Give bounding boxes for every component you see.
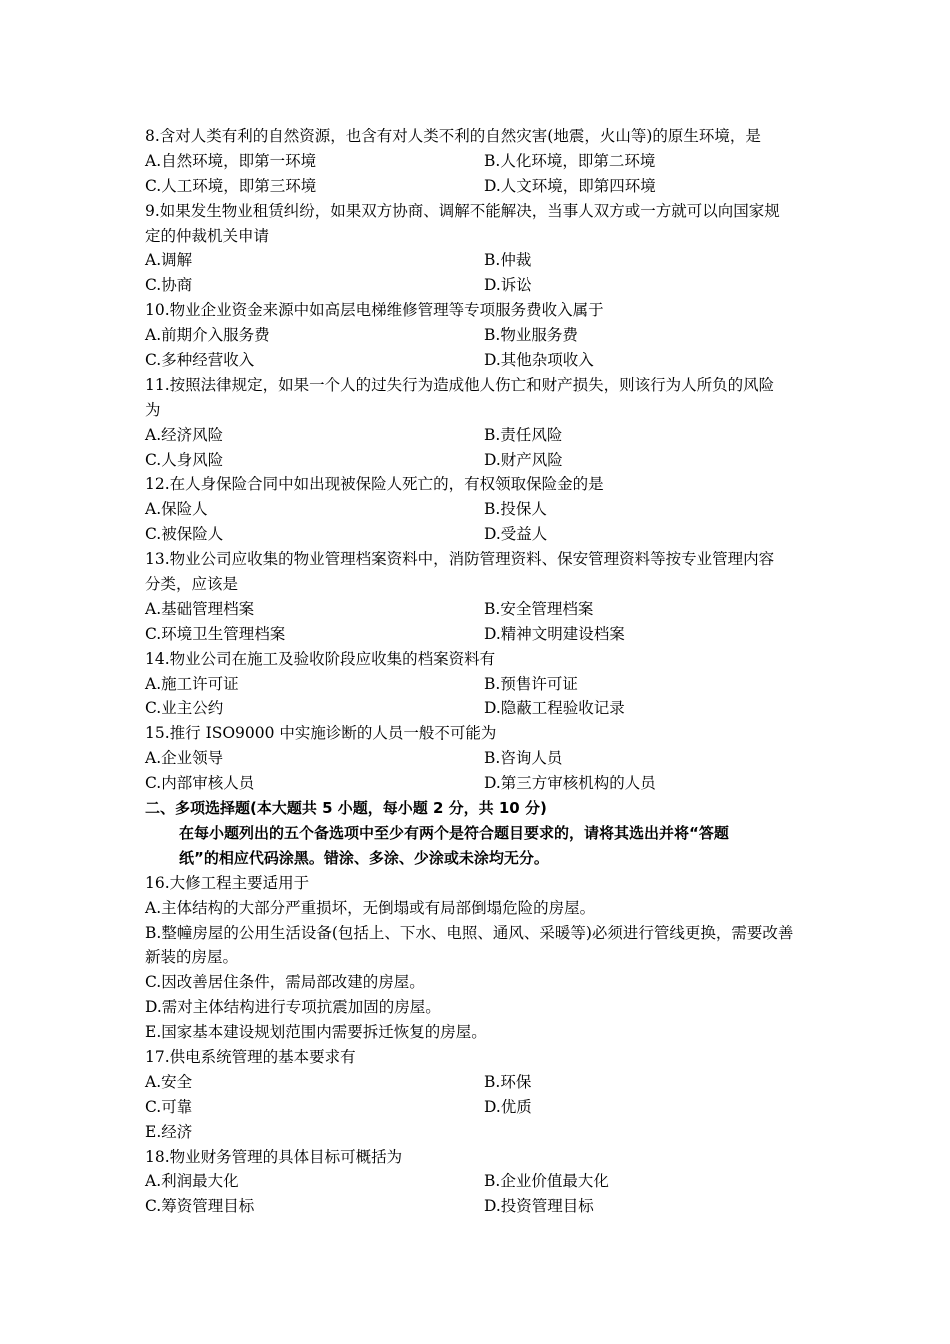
option-c: C.协商 [145,276,193,295]
section-instruction-continued: 纸”的相应代码涂黑。错涂、多涂、少涂或未涂均无分。 [179,848,549,867]
option-d: D.受益人 [484,525,548,544]
option-c: C.环境卫生管理档案 [145,624,286,643]
option-c: C.内部审核人员 [145,774,255,793]
option-row [145,1169,815,1194]
question-stem: 10.物业企业资金来源中如高层电梯维修管理等专项服务费收入属于 [145,301,604,320]
section-heading: 二、多项选择题(本大题共 5 小题，每小题 2 分，共 10 分) [145,799,547,818]
option-b: B.预售许可证 [484,674,578,693]
option-d: D.诉讼 [484,276,532,295]
option-a: A.基础管理档案 [145,599,255,618]
option-b: B.人化环境，即第二环境 [484,151,656,170]
option-row [145,597,815,622]
question-stem: 14.物业公司在施工及验收阶段应收集的档案资料有 [145,649,496,668]
question-stem: 18.物业财务管理的具体目标可概括为 [145,1147,403,1166]
option-a: A.施工许可证 [145,674,239,693]
option-row [145,622,815,647]
option-row [145,771,815,796]
option-row [145,174,815,199]
option-b: B.企业价值最大化 [484,1172,609,1191]
option-b-continued: 新装的房屋。 [145,948,239,967]
option-b: B.物业服务费 [484,326,578,345]
option-e: E.国家基本建设规划范围内需要拆迁恢复的房屋。 [145,1023,487,1042]
option-row [145,1194,815,1219]
option-a: A.调解 [145,251,193,270]
question-stem-continued: 定的仲裁机关申请 [145,226,270,245]
exam-page [145,124,815,1219]
option-a: A.前期介入服务费 [145,326,270,345]
option-b: B.安全管理档案 [484,599,594,618]
question-stem: 12.在人身保险合同中如出现被保险人死亡的，有权领取保险金的是 [145,475,604,494]
stem-text: 可能为 [449,724,497,743]
option-c: C.人身风险 [145,450,224,469]
section-instruction: 在每小题列出的五个备选项中至少有两个是符合题目要求的，请将其选出并将“答题 [179,823,729,842]
question-stem: 9.如果发生物业租赁纠纷，如果双方协商、调解不能解决，当事人双方或一方就可以向国家规 [145,201,780,220]
option-row [145,696,815,721]
option-b: B.仲裁 [484,251,532,270]
question-stem: 8.含对人类有利的自然资源，也含有对人类不利的自然灾害(地震，火山等)的原生环境，是 [145,127,761,145]
question-stem: 17.供电系统管理的基本要求有 [145,1047,356,1066]
option-b: B.咨询人员 [484,749,563,768]
option-b: B.投保人 [484,500,547,519]
option-c: C.业主公约 [145,699,224,718]
option-a: A.主体结构的大部分严重损坏，无倒塌或有局部倒塌危险的房屋。 [145,898,596,917]
option-b: B.环保 [484,1072,532,1091]
question-stem [145,721,815,746]
option-d: D.财产风险 [484,450,563,469]
option-d: D.其他杂项收入 [484,351,594,370]
option-row [145,448,815,473]
option-row [145,497,815,522]
option-row [145,248,815,273]
option-c: C.人工环境，即第三环境 [145,176,317,195]
option-c: C.因改善居住条件，需局部改建的房屋。 [145,973,425,992]
option-d: D.隐蔽工程验收记录 [484,699,625,718]
option-c: C.被保险人 [145,525,224,544]
option-row [145,423,815,448]
option-a: A.保险人 [145,500,208,519]
option-e: E.经济 [145,1122,193,1141]
option-a: A.安全 [145,1072,193,1091]
emphasis-dotted-char: 不 [434,724,450,743]
option-a: A.利润最大化 [145,1172,239,1191]
option-d: D.第三方审核机构的人员 [484,774,656,793]
option-d: D.人文环境，即第四环境 [484,176,656,195]
question-stem-continued: 为 [145,400,161,419]
question-stem-continued: 分类，应该是 [145,575,239,594]
option-row [145,1095,815,1120]
option-a: A.企业领导 [145,749,224,768]
option-d: D.优质 [484,1097,532,1116]
option-c: C.筹资管理目标 [145,1197,255,1216]
question-stem: 16.大修工程主要适用于 [145,873,310,892]
question-stem: 11.按照法律规定，如果一个人的过失行为造成他人伤亡和财产损失，则该行为人所负的风险 [145,375,775,394]
option-row [145,522,815,547]
option-row [145,273,815,298]
option-c: C.多种经营收入 [145,351,255,370]
option-d: D.精神文明建设档案 [484,624,625,643]
option-d: D.需对主体结构进行专项抗震加固的房屋。 [145,998,441,1017]
option-row [145,746,815,771]
option-b: B.整幢房屋的公用生活设备(包括上、下水、电照、通风、采暖等)必须进行管线更换，需要改善 [145,923,794,942]
option-row [145,323,815,348]
option-row [145,672,815,697]
option-row [145,1070,815,1095]
option-a: A.经济风险 [145,425,224,444]
option-row [145,348,815,373]
question-stem: 13.物业公司应收集的物业管理档案资料中，消防管理资料、保安管理资料等按专业管理内容 [145,550,775,569]
option-d: D.投资管理目标 [484,1197,594,1216]
option-row [145,149,815,174]
stem-text: 15.推行 ISO9000 中实施诊断的人员一般 [145,724,435,743]
option-b: B.责任风险 [484,425,563,444]
option-a: A.自然环境，即第一环境 [145,151,317,170]
option-c: C.可靠 [145,1097,193,1116]
